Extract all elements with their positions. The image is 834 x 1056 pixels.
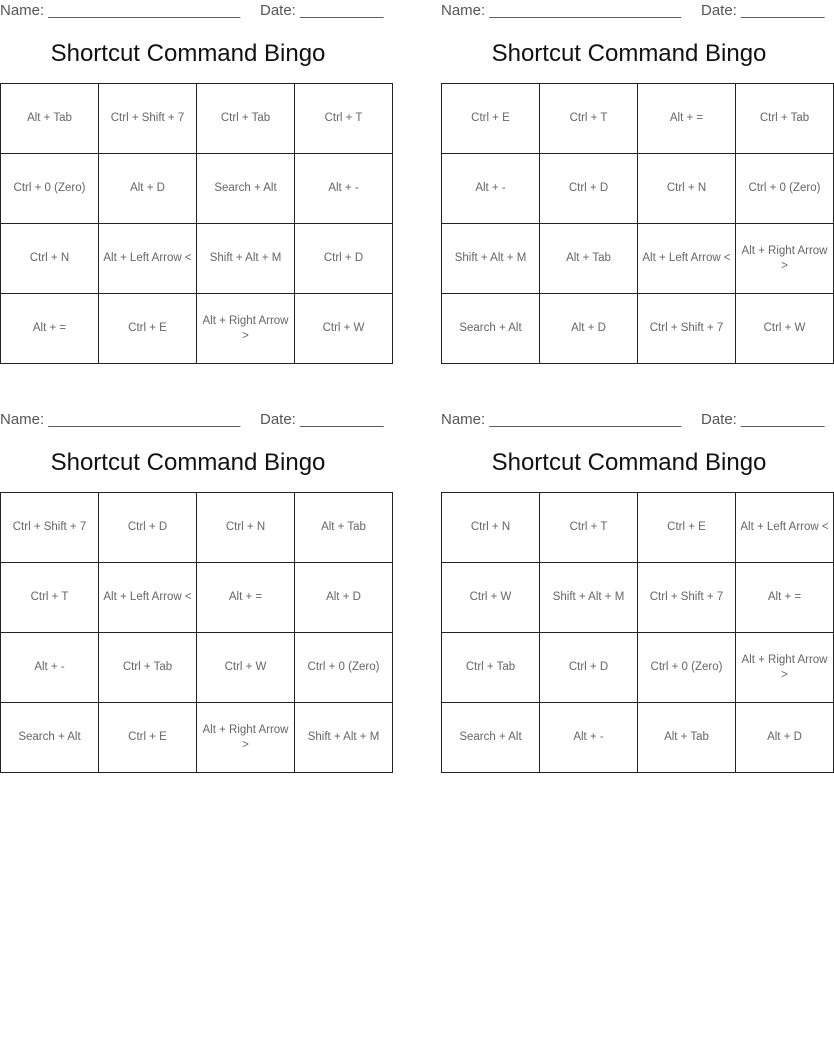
- bingo-cell: Shift + Alt + M: [197, 224, 295, 294]
- bingo-cell: Ctrl + E: [442, 84, 540, 154]
- grid-row: [1, 84, 393, 154]
- bingo-cell: Ctrl + Shift + 7: [638, 563, 736, 633]
- bingo-cell: Ctrl + 0 (Zero): [295, 633, 393, 703]
- bingo-cell: Alt + Right Arrow >: [197, 294, 295, 364]
- bingo-grid: [441, 492, 834, 773]
- grid-row: [1, 703, 393, 773]
- bingo-card-3: [0, 409, 384, 774]
- bingo-card-2: [441, 0, 828, 365]
- bingo-cell: Ctrl + Tab: [197, 84, 295, 154]
- bingo-cell: Search + Alt: [442, 703, 540, 773]
- bingo-cell: Ctrl + Tab: [736, 84, 834, 154]
- bingo-cell: Ctrl + 0 (Zero): [1, 154, 99, 224]
- bingo-cell: Ctrl + Shift + 7: [638, 294, 736, 364]
- name-field-label: Name: _______________________: [0, 411, 241, 428]
- bingo-cell: Ctrl + D: [295, 224, 393, 294]
- grid-row: [1, 154, 393, 224]
- bingo-cell: Alt + Tab: [1, 84, 99, 154]
- bingo-cell: Ctrl + Tab: [99, 633, 197, 703]
- card-header: [0, 0, 384, 22]
- bingo-cell: Ctrl + T: [540, 84, 638, 154]
- bingo-cell: Ctrl + 0 (Zero): [638, 633, 736, 703]
- bingo-grid: [0, 83, 393, 364]
- grid-row: [1, 493, 393, 563]
- bingo-cell: Alt + Right Arrow >: [736, 224, 834, 294]
- bingo-cell: Alt + Left Arrow <: [99, 563, 197, 633]
- grid-row: [1, 224, 393, 294]
- bingo-cell: Shift + Alt + M: [295, 703, 393, 773]
- bingo-cell: Alt + D: [736, 703, 834, 773]
- name-field-label: Name: _______________________: [441, 411, 682, 428]
- grid-row: [442, 493, 834, 563]
- bingo-cell: Ctrl + Shift + 7: [99, 84, 197, 154]
- bingo-cell: Ctrl + N: [1, 224, 99, 294]
- card-header: [441, 0, 825, 22]
- bingo-card-4: [441, 409, 829, 774]
- bingo-cell: Alt + Left Arrow <: [638, 224, 736, 294]
- bingo-cell: Ctrl + T: [1, 563, 99, 633]
- date-field-label: Date: __________: [260, 2, 384, 19]
- bingo-cell: Alt + Tab: [295, 493, 393, 563]
- bingo-cell: Alt + -: [540, 703, 638, 773]
- bingo-cell: Alt + Right Arrow >: [197, 703, 295, 773]
- name-field-label: Name: _______________________: [0, 2, 241, 19]
- bingo-grid: [441, 83, 834, 364]
- bingo-cell: Alt + D: [540, 294, 638, 364]
- bingo-cell: Alt + =: [197, 563, 295, 633]
- bingo-grid: [0, 492, 393, 773]
- bingo-cell: Shift + Alt + M: [540, 563, 638, 633]
- grid-row: [442, 294, 834, 364]
- bingo-cell: Ctrl + E: [638, 493, 736, 563]
- bingo-cell: Ctrl + N: [638, 154, 736, 224]
- card-title: Shortcut Command Bingo: [491, 40, 767, 67]
- bingo-cell: Alt + Tab: [540, 224, 638, 294]
- bingo-cell: Ctrl + E: [99, 703, 197, 773]
- bingo-cell: Alt + =: [736, 563, 834, 633]
- bingo-cell: Search + Alt: [442, 294, 540, 364]
- bingo-cell: Ctrl + W: [295, 294, 393, 364]
- bingo-cell: Alt + Left Arrow <: [736, 493, 834, 563]
- bingo-cell: Alt + -: [442, 154, 540, 224]
- card-title: Shortcut Command Bingo: [50, 40, 326, 67]
- bingo-cell: Ctrl + N: [442, 493, 540, 563]
- grid-row: [442, 84, 834, 154]
- bingo-cell: Ctrl + T: [295, 84, 393, 154]
- bingo-card-1: [0, 0, 384, 365]
- bingo-cell: Alt + =: [638, 84, 736, 154]
- bingo-cell: Alt + Right Arrow >: [736, 633, 834, 703]
- date-field-label: Date: __________: [701, 2, 825, 19]
- bingo-cell: Ctrl + D: [99, 493, 197, 563]
- grid-row: [1, 294, 393, 364]
- card-title: Shortcut Command Bingo: [491, 449, 767, 476]
- grid-row: [442, 633, 834, 703]
- card-header: [441, 409, 825, 431]
- bingo-cell: Ctrl + Shift + 7: [1, 493, 99, 563]
- bingo-cell: Search + Alt: [197, 154, 295, 224]
- bingo-cell: Alt + =: [1, 294, 99, 364]
- bingo-cell: Alt + -: [1, 633, 99, 703]
- bingo-cell: Shift + Alt + M: [442, 224, 540, 294]
- grid-row: [442, 224, 834, 294]
- bingo-cell: Alt + Left Arrow <: [99, 224, 197, 294]
- date-field-label: Date: __________: [260, 411, 384, 428]
- bingo-cell: Ctrl + T: [540, 493, 638, 563]
- date-field-label: Date: __________: [701, 411, 825, 428]
- card-header: [0, 409, 384, 431]
- bingo-cell: Ctrl + E: [99, 294, 197, 364]
- bingo-cell: Ctrl + N: [197, 493, 295, 563]
- bingo-cell: Alt + Tab: [638, 703, 736, 773]
- bingo-cell: Alt + D: [295, 563, 393, 633]
- bingo-cell: Ctrl + 0 (Zero): [736, 154, 834, 224]
- name-field-label: Name: _______________________: [441, 2, 682, 19]
- bingo-cell: Ctrl + D: [540, 154, 638, 224]
- grid-row: [442, 563, 834, 633]
- bingo-cell: Ctrl + W: [197, 633, 295, 703]
- bingo-cell: Alt + -: [295, 154, 393, 224]
- bingo-cell: Alt + D: [99, 154, 197, 224]
- bingo-cell: Search + Alt: [1, 703, 99, 773]
- bingo-cell: Ctrl + D: [540, 633, 638, 703]
- grid-row: [1, 563, 393, 633]
- bingo-cell: Ctrl + W: [736, 294, 834, 364]
- bingo-cell: Ctrl + W: [442, 563, 540, 633]
- bingo-cell: Ctrl + Tab: [442, 633, 540, 703]
- card-title: Shortcut Command Bingo: [50, 449, 326, 476]
- grid-row: [442, 154, 834, 224]
- grid-row: [442, 703, 834, 773]
- grid-row: [1, 633, 393, 703]
